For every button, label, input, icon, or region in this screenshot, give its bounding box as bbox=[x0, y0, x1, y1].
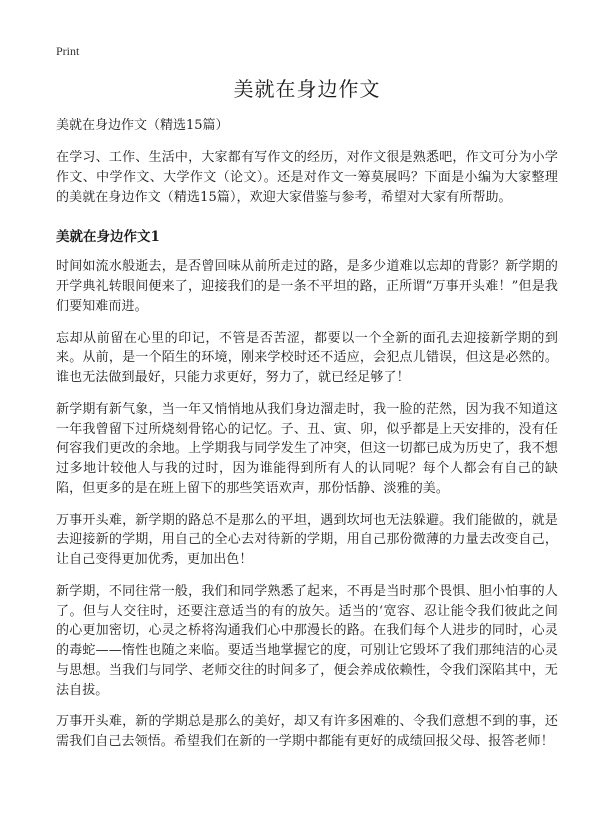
body-paragraph-5: 新学期，不同往常一般，我们和同学熟悉了起来，不再是当时那个畏惧、胆小怕事的人了。但与人交往时，还要注意适当的有的放矢。适当的‘宽容、忍让能令我们彼此之间的心更加密切，心灵之桥将沟通我们心中那漫长的路。在我们每个人进步的同时，心灵的毒蛇——惰性也随之来临。要适当地掌握它的度，可别让它毁坏了我们那纯洁的心灵与思想。当我们与同学、老师交往的时间多了，便会养成依赖性，令我们深陷其中，无法自拔。 bbox=[56, 583, 558, 698]
body-paragraph-2: 忘却从前留在心里的印记，不管是否苦涩，都要以一个全新的面孔去迎接新学期的到来。从前，是一个陌生的环境，刚来学校时还不适应，会犯点儿错误，但这是必然的。谁也无法做到最好，只能力求更好，努力了，就已经足够了！ bbox=[56, 330, 558, 386]
section-heading: 美就在身边作文1 bbox=[56, 229, 160, 246]
body-paragraph-4: 万事开头难，新学期的路总不是那么的平坦，遇到坎坷也无法躲避。我们能做的，就是去迎接新的学期，用自己的全心去对待新的学期，用自己那份微薄的力量去改变自己，让自己变得更加优秀，更加出色！ bbox=[56, 512, 558, 568]
body-paragraph-3: 新学期有新气象，当一年又悄悄地从我们身边溜走时，我一脸的茫然，因为我不知道这一年我曾留下过所烧刻骨铭心的记忆。子、丑、寅、卯，似乎都是上天安排的，没有任何容我们更改的余地。上学期我与同学发生了冲突，但这一切都已成为历史了，我不想过多地计较他人与我的过时，因为谁能得到所有人的认同呢？每个人都会有自己的缺陷，但更多的是在班上留下的那些笑语欢声，那份恬静、淡雅的美。 bbox=[56, 401, 558, 496]
print-label: Print bbox=[56, 44, 80, 58]
intro-paragraph: 在学习、工作、生活中，大家都有写作文的经历，对作文很是熟悉吧，作文可分为小学作文、中学作文、大学作文（论文）。还是对作文一筹莫展吗？下面是小编为大家整理的美就在身边作文（精选15篇），欢迎大家借鉴与参考，希望对大家有所帮助。 bbox=[56, 150, 558, 205]
document-subtitle: 美就在身边作文（精选15篇） bbox=[56, 118, 229, 133]
page-title: 美就在身边作文 bbox=[233, 77, 381, 101]
body-paragraph-1: 时间如流水般逝去，是否曾回味从前所走过的路，是多少道难以忘却的背影？新学期的开学典礼转眼间便来了，迎接我们的是一条不平坦的路，正所谓“万事开头难！”但是我们要知难而进。 bbox=[56, 259, 558, 314]
body-paragraph-6: 万事开头难，新的学期总是那么的美好，却又有许多困难的、令我们意想不到的事，还需我们自己去领悟。希望我们在新的一学期中都能有更好的成绩回报父母、报答老师！ bbox=[56, 714, 558, 750]
